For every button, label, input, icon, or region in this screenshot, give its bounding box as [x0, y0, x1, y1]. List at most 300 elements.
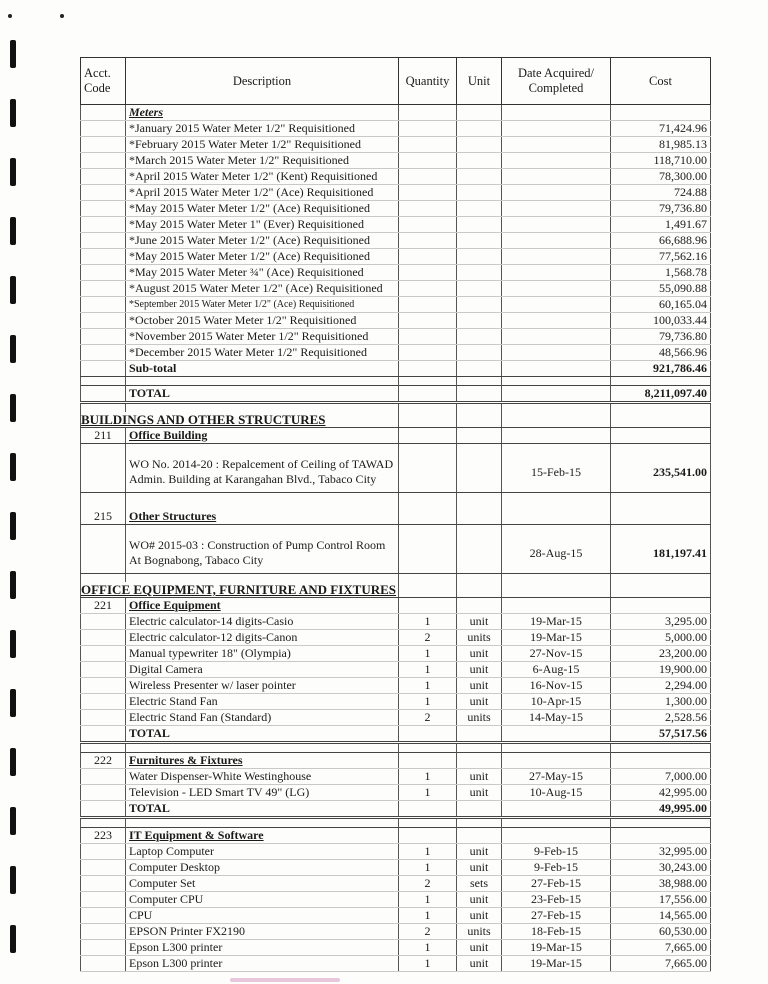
acct-code: 223: [81, 828, 126, 844]
scan-speck: [60, 14, 64, 18]
description-line: WO# 2015-03 : Construction of Pump Control Room: [129, 538, 386, 552]
empty-cell: [502, 297, 611, 313]
item-unit: unit: [457, 646, 502, 662]
category-title: Furnitures & Fixtures: [126, 753, 399, 769]
table-row: [81, 533, 711, 574]
empty-cell: [81, 678, 126, 694]
empty-cell: [457, 403, 502, 413]
empty-cell: [399, 525, 457, 534]
item-quantity: 1: [399, 860, 457, 876]
item-date: 19-Mar-15: [502, 614, 611, 630]
empty-cell: [399, 329, 457, 345]
empty-cell: [81, 710, 126, 726]
gap-row: [81, 377, 711, 386]
empty-cell: [457, 121, 502, 137]
category-title: Other Structures: [126, 509, 399, 525]
empty-cell: [457, 265, 502, 281]
empty-cell: [81, 297, 126, 313]
total-label: TOTAL: [126, 386, 399, 403]
empty-cell: [502, 493, 611, 502]
empty-cell: [502, 726, 611, 743]
empty-cell: [81, 265, 126, 281]
empty-cell: [611, 753, 711, 769]
item-unit: unit: [457, 694, 502, 710]
total-label: TOTAL: [126, 726, 399, 743]
empty-cell: [611, 403, 711, 413]
empty-cell: [126, 743, 399, 753]
empty-cell: [611, 412, 711, 428]
total-value: 49,995.00: [611, 801, 711, 818]
empty-cell: [457, 828, 502, 844]
building-description: [126, 452, 399, 493]
empty-cell: [399, 121, 457, 137]
empty-cell: [457, 501, 502, 509]
item-description: Water Dispenser-White Westinghouse: [126, 769, 399, 785]
col-date: Date Acquired/ Completed: [502, 58, 611, 105]
empty-cell: [611, 501, 711, 509]
meter-cost: 48,566.96: [611, 345, 711, 361]
meter-description: *May 2015 Water Meter 1/2" (Ace) Requisitioned: [126, 201, 399, 217]
meter-cost: 100,033.44: [611, 313, 711, 329]
table-row: [81, 876, 711, 892]
empty-cell: [457, 329, 502, 345]
binder-hole: [10, 158, 16, 186]
subtotal-label: Sub-total: [126, 361, 399, 377]
meter-description: *October 2015 Water Meter 1/2" Requisitioned: [126, 313, 399, 329]
empty-cell: [457, 217, 502, 233]
empty-cell: [399, 153, 457, 169]
col-description: Description: [126, 58, 399, 105]
empty-cell: [399, 444, 457, 453]
empty-cell: [457, 153, 502, 169]
empty-cell: [399, 137, 457, 153]
empty-cell: [457, 493, 502, 502]
empty-cell: [502, 329, 611, 345]
empty-cell: [81, 801, 126, 818]
office-equipment-section-row: [81, 582, 711, 598]
gap-row: [81, 444, 711, 453]
empty-cell: [611, 493, 711, 502]
empty-cell: [81, 121, 126, 137]
empty-cell: [81, 345, 126, 361]
empty-cell: [611, 598, 711, 614]
empty-cell: [502, 249, 611, 265]
empty-cell: [502, 509, 611, 525]
item-quantity: 2: [399, 876, 457, 892]
item-quantity: 1: [399, 662, 457, 678]
item-quantity: 1: [399, 892, 457, 908]
item-description: CPU: [126, 908, 399, 924]
item-cost: 7,000.00: [611, 769, 711, 785]
item-unit: unit: [457, 940, 502, 956]
empty-cell: [399, 582, 457, 598]
meter-description: *August 2015 Water Meter 1/2" (Ace) Requisitioned: [126, 281, 399, 297]
empty-cell: [399, 828, 457, 844]
item-quantity: 2: [399, 630, 457, 646]
item-unit: unit: [457, 844, 502, 860]
empty-cell: [81, 444, 126, 453]
empty-cell: [126, 818, 399, 828]
item-quantity: 2: [399, 710, 457, 726]
meter-cost: 724.88: [611, 185, 711, 201]
item-description: Laptop Computer: [126, 844, 399, 860]
empty-cell: [611, 574, 711, 583]
binder-hole: [10, 748, 16, 776]
empty-cell: [611, 828, 711, 844]
building-title-row: [81, 509, 711, 525]
item-date: 10-Aug-15: [502, 785, 611, 801]
empty-cell: [502, 525, 611, 534]
table-row: [81, 940, 711, 956]
date-acquired: 15-Feb-15: [502, 452, 611, 493]
table-row: [81, 924, 711, 940]
building-title-row: [81, 428, 711, 444]
empty-cell: [399, 743, 457, 753]
empty-cell: [81, 386, 126, 403]
item-date: 27-May-15: [502, 769, 611, 785]
description-line: Admin. Building at Karangahan Blvd., Tabaco City: [129, 472, 377, 486]
empty-cell: [502, 345, 611, 361]
empty-cell: [81, 908, 126, 924]
col-quantity: Quantity: [399, 58, 457, 105]
empty-cell: [457, 818, 502, 828]
table-row: [81, 769, 711, 785]
group-total-row: [81, 726, 711, 743]
gap-row: [81, 818, 711, 828]
empty-cell: [126, 493, 399, 502]
empty-cell: [457, 377, 502, 386]
item-cost: 2,294.00: [611, 678, 711, 694]
empty-cell: [81, 233, 126, 249]
empty-cell: [399, 345, 457, 361]
empty-cell: [502, 217, 611, 233]
item-date: 16-Nov-15: [502, 678, 611, 694]
empty-cell: [81, 892, 126, 908]
item-quantity: 1: [399, 956, 457, 972]
cost-value: 181,197.41: [611, 533, 711, 574]
section-title: OFFICE EQUIPMENT, FURNITURE AND FIXTURES: [81, 582, 399, 598]
table-row: [81, 297, 711, 313]
empty-cell: [81, 844, 126, 860]
acct-code: 222: [81, 753, 126, 769]
empty-cell: [81, 726, 126, 743]
empty-cell: [502, 377, 611, 386]
empty-cell: [81, 574, 126, 583]
empty-cell: [81, 452, 126, 493]
binder-hole: [10, 99, 16, 127]
empty-cell: [81, 501, 126, 509]
empty-cell: [81, 924, 126, 940]
empty-cell: [502, 501, 611, 509]
table-row: [81, 313, 711, 329]
table-row: [81, 646, 711, 662]
item-description: Epson L300 printer: [126, 956, 399, 972]
item-cost: 30,243.00: [611, 860, 711, 876]
item-cost: 38,988.00: [611, 876, 711, 892]
empty-cell: [81, 785, 126, 801]
meter-description: *March 2015 Water Meter 1/2" Requisitioned: [126, 153, 399, 169]
empty-cell: [502, 582, 611, 598]
binder-hole: [10, 276, 16, 304]
empty-cell: [399, 169, 457, 185]
empty-cell: [457, 574, 502, 583]
empty-cell: [457, 313, 502, 329]
empty-cell: [126, 525, 399, 534]
category-title: Office Equipment: [126, 598, 399, 614]
empty-cell: [81, 217, 126, 233]
empty-cell: [399, 377, 457, 386]
empty-cell: [81, 185, 126, 201]
empty-cell: [502, 574, 611, 583]
empty-cell: [611, 743, 711, 753]
table-row: [81, 201, 711, 217]
scan-speck: [8, 14, 12, 18]
meter-description: *September 2015 Water Meter 1/2" (Ace) Requisitioned: [126, 297, 399, 313]
empty-cell: [399, 249, 457, 265]
meters-title: Meters: [126, 105, 399, 121]
item-cost: 1,300.00: [611, 694, 711, 710]
table-row: [81, 630, 711, 646]
total-value: 8,211,097.40: [611, 386, 711, 403]
item-cost: 5,000.00: [611, 630, 711, 646]
empty-cell: [399, 801, 457, 818]
item-date: 19-Mar-15: [502, 630, 611, 646]
empty-cell: [126, 444, 399, 453]
empty-cell: [502, 403, 611, 413]
empty-cell: [502, 281, 611, 297]
col-acct-code: Acct. Code: [81, 58, 126, 105]
item-cost: 60,530.00: [611, 924, 711, 940]
empty-cell: [399, 753, 457, 769]
empty-cell: [457, 753, 502, 769]
category-title: IT Equipment & Software: [126, 828, 399, 844]
empty-cell: [81, 493, 126, 502]
table-row: [81, 844, 711, 860]
empty-cell: [399, 509, 457, 525]
empty-cell: [502, 137, 611, 153]
empty-cell: [81, 876, 126, 892]
binder-hole: [10, 453, 16, 481]
empty-cell: [457, 801, 502, 818]
empty-cell: [457, 743, 502, 753]
empty-cell: [457, 169, 502, 185]
empty-cell: [81, 769, 126, 785]
empty-cell: [502, 265, 611, 281]
item-unit: unit: [457, 678, 502, 694]
gap-row: [81, 493, 711, 502]
item-description: Epson L300 printer: [126, 940, 399, 956]
empty-cell: [457, 428, 502, 444]
empty-cell: [126, 501, 399, 509]
item-unit: unit: [457, 614, 502, 630]
table-row: [81, 452, 711, 493]
table-row: [81, 169, 711, 185]
empty-cell: [457, 233, 502, 249]
meter-description: *June 2015 Water Meter 1/2" (Ace) Requisitioned: [126, 233, 399, 249]
item-unit: unit: [457, 908, 502, 924]
empty-cell: [502, 444, 611, 453]
item-unit: unit: [457, 785, 502, 801]
acct-code: 215: [81, 509, 126, 525]
item-date: 27-Feb-15: [502, 908, 611, 924]
empty-cell: [81, 818, 126, 828]
empty-cell: [399, 265, 457, 281]
category-title-row: [81, 598, 711, 614]
empty-cell: [457, 598, 502, 614]
empty-cell: [611, 444, 711, 453]
empty-cell: [502, 313, 611, 329]
col-cost: Cost: [611, 58, 711, 105]
binder-hole: [10, 807, 16, 835]
description-line: At Bognabong, Tabaco City: [129, 553, 264, 567]
item-unit: unit: [457, 860, 502, 876]
empty-cell: [399, 412, 457, 428]
item-quantity: 1: [399, 694, 457, 710]
empty-cell: [457, 137, 502, 153]
group-total-row: [81, 801, 711, 818]
meter-cost: 79,736.80: [611, 329, 711, 345]
empty-cell: [399, 386, 457, 403]
item-date: 23-Feb-15: [502, 892, 611, 908]
empty-cell: [81, 646, 126, 662]
table-row: [81, 121, 711, 137]
table-row: [81, 329, 711, 345]
item-description: Wireless Presenter w/ laser pointer: [126, 678, 399, 694]
meter-cost: 60,165.04: [611, 297, 711, 313]
empty-cell: [81, 153, 126, 169]
empty-cell: [457, 533, 502, 574]
empty-cell: [502, 201, 611, 217]
empty-cell: [81, 377, 126, 386]
meter-description: *April 2015 Water Meter 1/2" (Ace) Requisitioned: [126, 185, 399, 201]
table-row: [81, 860, 711, 876]
table-row: [81, 662, 711, 678]
meter-description: *December 2015 Water Meter 1/2" Requisitioned: [126, 345, 399, 361]
table-row: [81, 281, 711, 297]
empty-cell: [81, 201, 126, 217]
item-date: 14-May-15: [502, 710, 611, 726]
item-description: Electric Stand Fan (Standard): [126, 710, 399, 726]
header-row: [81, 58, 711, 105]
empty-cell: [399, 361, 457, 377]
date-acquired: 28-Aug-15: [502, 533, 611, 574]
item-quantity: 1: [399, 785, 457, 801]
empty-cell: [611, 525, 711, 534]
item-quantity: 1: [399, 940, 457, 956]
table-row: [81, 185, 711, 201]
description-line: WO No. 2014-20 : Repalcement of Ceiling of TAWAD: [129, 457, 394, 471]
empty-cell: [81, 743, 126, 753]
table-row: [81, 137, 711, 153]
table-row: [81, 217, 711, 233]
empty-cell: [502, 801, 611, 818]
meter-cost: 55,090.88: [611, 281, 711, 297]
meters-title-row: [81, 105, 711, 121]
item-description: Computer Set: [126, 876, 399, 892]
subtotal-value: 921,786.46: [611, 361, 711, 377]
category-title-row: [81, 753, 711, 769]
meter-description: *January 2015 Water Meter 1/2" Requisitioned: [126, 121, 399, 137]
meter-description: *April 2015 Water Meter 1/2" (Kent) Requisitioned: [126, 169, 399, 185]
binder-hole: [10, 40, 16, 68]
empty-cell: [81, 614, 126, 630]
empty-cell: [502, 828, 611, 844]
empty-cell: [457, 201, 502, 217]
meter-description: *May 2015 Water Meter ¾" (Ace) Requisitioned: [126, 265, 399, 281]
empty-cell: [399, 818, 457, 828]
item-date: 18-Feb-15: [502, 924, 611, 940]
empty-cell: [81, 361, 126, 377]
empty-cell: [457, 361, 502, 377]
empty-cell: [611, 377, 711, 386]
empty-cell: [399, 452, 457, 493]
empty-cell: [399, 105, 457, 121]
meter-description: *May 2015 Water Meter 1/2" (Ace) Requisitioned: [126, 249, 399, 265]
empty-cell: [457, 582, 502, 598]
item-cost: 14,565.00: [611, 908, 711, 924]
empty-cell: [81, 940, 126, 956]
empty-cell: [399, 297, 457, 313]
binder-hole: [10, 335, 16, 363]
empty-cell: [502, 153, 611, 169]
meter-description: *November 2015 Water Meter 1/2" Requisitioned: [126, 329, 399, 345]
binder-hole: [10, 866, 16, 894]
empty-cell: [399, 726, 457, 743]
item-description: Electric calculator-12 digits-Canon: [126, 630, 399, 646]
item-quantity: 1: [399, 678, 457, 694]
binder-hole: [10, 630, 16, 658]
item-unit: unit: [457, 769, 502, 785]
meter-cost: 66,688.96: [611, 233, 711, 249]
empty-cell: [502, 361, 611, 377]
empty-cell: [611, 509, 711, 525]
binder-hole: [10, 217, 16, 245]
empty-cell: [611, 818, 711, 828]
empty-cell: [81, 169, 126, 185]
empty-cell: [399, 403, 457, 413]
item-description: EPSON Printer FX2190: [126, 924, 399, 940]
binder-holes: [6, 0, 20, 984]
empty-cell: [502, 169, 611, 185]
highlighter-mark: [230, 978, 340, 982]
total-value: 57,517.56: [611, 726, 711, 743]
empty-cell: [81, 313, 126, 329]
empty-cell: [457, 345, 502, 361]
table-row: [81, 892, 711, 908]
empty-cell: [611, 428, 711, 444]
item-unit: unit: [457, 662, 502, 678]
empty-cell: [81, 525, 126, 534]
item-cost: 32,995.00: [611, 844, 711, 860]
meters-total-row: [81, 386, 711, 403]
empty-cell: [81, 281, 126, 297]
empty-cell: [502, 598, 611, 614]
acct-code: 211: [81, 428, 126, 444]
empty-cell: [399, 217, 457, 233]
empty-cell: [457, 105, 502, 121]
empty-cell: [457, 185, 502, 201]
table-row: [81, 614, 711, 630]
empty-cell: [399, 201, 457, 217]
empty-cell: [81, 694, 126, 710]
table-row: [81, 678, 711, 694]
item-quantity: 1: [399, 614, 457, 630]
item-cost: 7,665.00: [611, 956, 711, 972]
empty-cell: [611, 105, 711, 121]
binder-hole: [10, 394, 16, 422]
empty-cell: [399, 281, 457, 297]
empty-cell: [457, 412, 502, 428]
